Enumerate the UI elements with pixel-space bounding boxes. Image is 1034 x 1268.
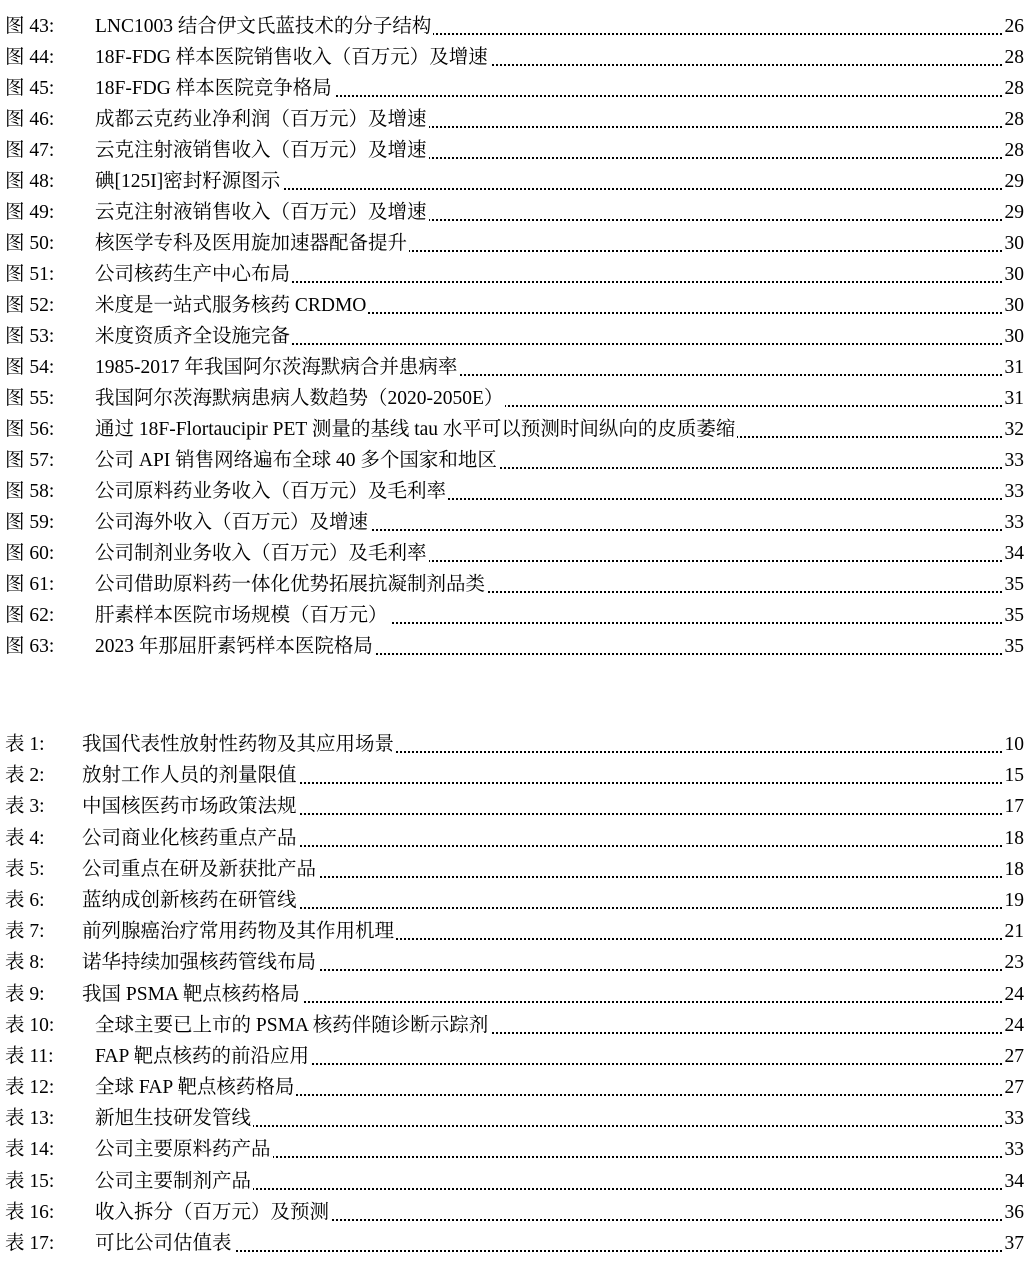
toc-page-number[interactable]: 27 [1003,1041,1025,1072]
toc-page-number[interactable]: 30 [1003,321,1025,352]
figure-entry[interactable] [0,569,1034,600]
toc-entry-label: 图 47: [5,140,55,161]
table-entry[interactable] [0,979,1034,1010]
table-entry[interactable] [0,1041,1034,1072]
toc-page-number[interactable]: 33 [1003,1103,1025,1134]
table-entry[interactable] [0,947,1034,978]
toc-entry-title[interactable]: 公司重点在研及新获批产品 [82,854,318,885]
toc-entry-label: 图 51: [5,264,55,285]
figure-entry[interactable] [0,600,1034,631]
table-entry[interactable] [0,885,1034,916]
table-entry[interactable] [0,791,1034,822]
figure-entry[interactable] [0,42,1034,73]
figure-entry[interactable] [0,321,1034,352]
toc-page-number[interactable]: 27 [1003,1072,1025,1103]
toc-page-number[interactable]: 35 [1003,569,1025,600]
toc-entry-title[interactable]: 1985-2017 年我国阿尔茨海默病合并患病率 [95,352,459,383]
toc-entry-title[interactable]: 我国代表性放射性药物及其应用场景 [82,729,396,760]
toc-page-number[interactable]: 19 [1003,885,1025,916]
table-entry[interactable] [0,1197,1034,1228]
figure-entry[interactable] [0,352,1034,383]
toc-entry-title[interactable]: 公司海外收入（百万元）及增速 [95,507,370,538]
toc-entry-title[interactable]: 公司制剂业务收入（百万元）及毛利率 [95,538,429,569]
toc-entry-title[interactable]: 中国核医药市场政策法规 [82,791,299,822]
toc-entry-label: 图 57: [5,450,55,471]
toc-entry-label: 图 48: [5,171,55,192]
toc-page-number[interactable]: 33 [1003,507,1025,538]
toc-page-number[interactable]: 37 [1003,1228,1025,1259]
toc-page-number[interactable]: 34 [1003,1166,1025,1197]
toc-entry-title[interactable]: 前列腺癌治疗常用药物及其作用机理 [82,916,396,947]
toc-entry-title[interactable]: 收入拆分（百万元）及预测 [95,1197,331,1228]
toc-entry-label: 图 63: [5,636,55,657]
figure-entry[interactable] [0,631,1034,662]
toc-entry-title[interactable]: 我国阿尔茨海默病患病人数趋势（2020-2050E） [95,383,505,414]
toc-entry-label: 表 17: [5,1233,55,1254]
toc-page-number[interactable]: 21 [1003,916,1025,947]
toc-entry-title[interactable]: 肝素样本医院市场规模（百万元） [95,600,390,631]
toc-entry-label: 表 15: [5,1170,55,1192]
toc-page-number[interactable]: 31 [1003,352,1025,383]
figure-entry[interactable] [0,228,1034,259]
table-entry[interactable] [0,1228,1034,1259]
toc-entry-title[interactable]: 米度资质齐全设施完备 [95,321,292,352]
toc-entry-label: 表 10: [5,1014,55,1036]
figure-entry[interactable] [0,445,1034,476]
toc-page-number[interactable]: 33 [1003,445,1025,476]
toc-entry-title[interactable]: 18F-FDG 样本医院销售收入（百万元）及增速 [95,42,490,73]
toc-entry-title[interactable]: 核医学专科及医用旋加速器配备提升 [95,228,409,259]
toc-page-number[interactable]: 28 [1003,135,1025,166]
toc-page-number[interactable]: 24 [1003,979,1025,1010]
toc-entry-title[interactable]: 2023 年那屈肝素钙样本医院格局 [95,631,375,662]
toc-entry-title[interactable]: 公司核药生产中心布局 [95,259,292,290]
toc-entry-title[interactable]: 公司借助原料药一体化优势拓展抗凝制剂品类 [95,569,487,600]
figure-entry[interactable] [0,538,1034,569]
toc-page-number[interactable]: 10 [1003,729,1025,760]
toc-entry-label: 表 16: [5,1201,55,1223]
toc-entry-label: 表 2: [5,765,45,787]
toc-entry-title[interactable]: FAP 靶点核药的前沿应用 [95,1041,311,1072]
toc-entry-title[interactable]: 可比公司估值表 [95,1228,234,1259]
toc-entry-title[interactable]: 公司主要制剂产品 [95,1166,253,1197]
toc-entry-title[interactable]: 蓝纳成创新核药在研管线 [82,885,299,916]
toc-page-number[interactable]: 33 [1003,476,1025,507]
toc-entry-title[interactable]: 公司主要原料药产品 [95,1134,273,1165]
toc-entry-label: 表 7: [5,921,45,943]
toc-entry-label: 图 45: [5,78,55,99]
toc-entry-title[interactable]: 成都云克药业净利润（百万元）及增速 [95,104,429,135]
toc-page-number[interactable]: 29 [1003,166,1025,197]
table-entry[interactable] [0,916,1034,947]
table-entry[interactable] [0,1166,1034,1197]
toc-page-number[interactable]: 28 [1003,104,1025,135]
table-entry[interactable] [0,1072,1034,1103]
figure-entry[interactable] [0,197,1034,228]
toc-entry-label: 图 50: [5,233,55,254]
toc-entry-title[interactable]: 放射工作人员的剂量限值 [82,760,299,791]
figure-entry[interactable] [0,507,1034,538]
toc-entry-title[interactable]: 公司 API 销售网络遍布全球 40 多个国家和地区 [95,445,499,476]
toc-page-number[interactable]: 34 [1003,538,1025,569]
toc-page-number[interactable]: 30 [1003,259,1025,290]
table-list [0,729,1034,1259]
figure-entry[interactable] [0,166,1034,197]
toc-entry-label: 图 56: [5,419,55,440]
figure-entry[interactable] [0,104,1034,135]
toc-page-number[interactable]: 18 [1003,854,1025,885]
figure-entry[interactable] [0,383,1034,414]
figure-entry[interactable] [0,135,1034,166]
toc-entry-label: 图 44: [5,47,55,68]
toc-entry-title[interactable]: 云克注射液销售收入（百万元）及增速 [95,135,429,166]
figure-entry[interactable] [0,290,1034,321]
table-entry[interactable] [0,854,1034,885]
toc-page-number[interactable]: 29 [1003,197,1025,228]
toc-page-number[interactable]: 18 [1003,823,1025,854]
toc-page-number[interactable]: 28 [1003,73,1025,104]
toc-entry-label: 表 11: [5,1045,54,1067]
figure-entry[interactable] [0,259,1034,290]
figure-entry[interactable] [0,73,1034,104]
toc-entry-label: 表 4: [5,827,45,849]
toc-entry-label: 图 53: [5,326,55,347]
toc-entry-label: 图 49: [5,202,55,223]
toc-entry-title[interactable]: 米度是一站式服务核药 CRDMO [95,290,368,321]
toc-entry-label: 图 54: [5,357,55,378]
toc-page-number[interactable]: 30 [1003,228,1025,259]
table-entry[interactable] [0,760,1034,791]
toc-entry-title[interactable]: 公司原料药业务收入（百万元）及毛利率 [95,476,448,507]
toc-entry-label: 表 14: [5,1139,55,1161]
toc-entry-label: 图 55: [5,388,55,409]
toc-entry-label: 表 6: [5,889,45,911]
toc-entry-label: 图 58: [5,481,55,502]
toc-page-number[interactable]: 26 [1003,11,1025,42]
toc-entry-label: 表 3: [5,796,45,818]
toc-entry-title[interactable]: 新旭生技研发管线 [95,1103,253,1134]
toc-entry-label: 表 9: [5,983,45,1005]
toc-page-number[interactable]: 32 [1003,414,1025,445]
toc-page-number[interactable]: 31 [1003,383,1025,414]
toc-entry-label: 图 43: [5,16,55,37]
figure-entry[interactable] [0,476,1034,507]
toc-entry-label: 图 60: [5,543,55,564]
toc-entry-title[interactable]: 云克注射液销售收入（百万元）及增速 [95,197,429,228]
toc-entry-title[interactable]: 全球 FAP 靶点核药格局 [95,1072,296,1103]
toc-page-number[interactable]: 17 [1003,791,1025,822]
toc-page-number[interactable]: 30 [1003,290,1025,321]
toc-entry-title[interactable]: 诺华持续加强核药管线布局 [82,947,318,978]
toc-page-number[interactable]: 24 [1003,1010,1025,1041]
toc-entry-label: 表 13: [5,1108,55,1130]
toc-entry-title[interactable]: 碘[125I]密封籽源图示 [95,166,282,197]
toc-entry-title[interactable]: 我国 PSMA 靶点核药格局 [82,979,302,1010]
toc-entry-label: 图 59: [5,512,55,533]
figure-entry[interactable] [0,11,1034,42]
toc-entry-label: 表 12: [5,1077,55,1099]
toc-page-number[interactable]: 23 [1003,947,1025,978]
toc-entry-title[interactable]: 公司商业化核药重点产品 [82,823,299,854]
table-entry[interactable] [0,1010,1034,1041]
table-entry[interactable] [0,823,1034,854]
figure-list [0,11,1034,662]
table-entry[interactable] [0,1134,1034,1165]
toc-page-number[interactable]: 28 [1003,42,1025,73]
table-entry[interactable] [0,1103,1034,1134]
toc-page-number[interactable]: 33 [1003,1134,1025,1165]
toc-entry-label: 表 5: [5,858,45,880]
toc-page-number[interactable]: 35 [1003,631,1025,662]
toc-entry-label: 表 1: [5,734,45,755]
toc-page-number[interactable]: 36 [1003,1197,1025,1228]
toc-page-number[interactable]: 15 [1003,760,1025,791]
toc-entry-title[interactable]: LNC1003 结合伊文氏蓝技术的分子结构 [95,11,433,42]
toc-entry-label: 图 46: [5,109,55,130]
table-entry[interactable] [0,729,1034,760]
toc-entry-title[interactable]: 18F-FDG 样本医院竞争格局 [95,73,334,104]
toc-entry-label: 图 61: [5,574,55,595]
toc-entry-label: 表 8: [5,952,45,974]
toc-entry-title[interactable]: 通过 18F-Flortaucipir PET 测量的基线 tau 水平可以预测时间纵向的皮质萎缩 [95,414,737,445]
figure-entry[interactable] [0,414,1034,445]
toc-entry-title[interactable]: 全球主要已上市的 PSMA 核药伴随诊断示踪剂 [95,1010,490,1041]
toc-entry-label: 图 62: [5,605,55,626]
toc-page-number[interactable]: 35 [1003,600,1025,631]
toc-entry-label: 图 52: [5,295,55,316]
